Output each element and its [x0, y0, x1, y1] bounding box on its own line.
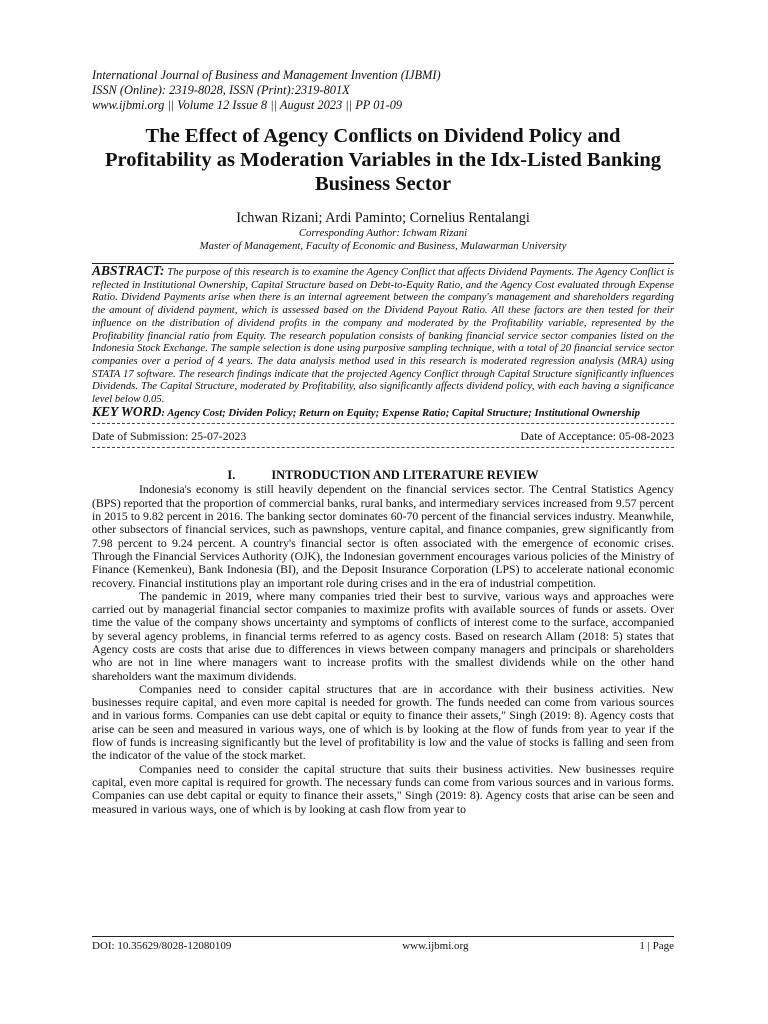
- author-list: Ichwan Rizani; Ardi Paminto; Cornelius Rentalangi: [236, 210, 530, 226]
- footer-site: www.ijbmi.org: [402, 940, 469, 952]
- footer-page-number: 1 | Page: [639, 940, 674, 952]
- paragraph-2: The pandemic in 2019, where many companies tried their best to survive, various ways and approaches were carried out by managerial financial sector companies to maximize profits with available sources of funds or assets. Over time the value of the company shows uncertainty and symptoms of conflicts of interest come to the surface, accompanied by several agency problems, in financial terms referred to as agency costs. Based on research Allam (2018: 5) states that Agency costs are costs that arise due to differences in views between company managers and principals or shareholders who are not in line where managers want to increase profits with the smallest dividends while on the other hand shareholders want the maximum dividends.: [92, 589, 674, 683]
- abstract-top-rule: [92, 263, 674, 264]
- body-text: [92, 483, 674, 815]
- acceptance-date: Date of Acceptance: 05-08-2023: [520, 429, 674, 444]
- paper-page: [92, 68, 674, 816]
- section-number: I.: [227, 468, 236, 483]
- keywords: [92, 403, 674, 420]
- journal-header: [92, 68, 674, 113]
- paper-title: The Effect of Agency Conflicts on Dividend Policy and Profitability as Moderation Variables in the Idx-Listed Banking Business Sector: [104, 125, 662, 195]
- section-title: INTRODUCTION AND LITERATURE REVIEW: [271, 468, 539, 483]
- abstract-text: The purpose of this research is to examine the Agency Conflict that affects Dividend Payments. The Agency Conflict is reflected in Institutional Ownership, Capital Structure based on Debt-to-Equity Ratio, and the Agency Cost evaluated through Expense Ratio. Dividend Payments arise when there is an internal agreement between the company's management and shareholders regarding the amount of dividend payment, which is assessed based on the Dividend Payout Ratio. All these factors are then tested for their influence on the distribution of dividend profits in the company and moderated by the Profitability variable, represented by the Profitability financial ratio from Equity. The research population consists of banking financial service sector companies listed on the Indonesia Stock Exchange. The sample selection is done using purposive sampling technique, with a total of 20 financial service sector companies over a period of 4 years. The data analysis method used in this research is moderated regression analysis (MRA) using STATA 17 software. The research findings indicate that the projected Agency Conflict through Capital Structure significantly influences Dividends. The Capital Structure, moderated by Profitability, also significantly affects dividend policy, with each having a significance level below 0.05.: [92, 266, 675, 406]
- page-footer: [92, 936, 674, 952]
- paragraph-4: Companies need to consider the capital structure that suits their business activities. New businesses require capital, even more capital is required for growth. The necessary funds can come from various sources and in various forms. Companies can use debt capital or equity to finance their assets," Singh (2019: 8). Agency costs that arise can be seen and measured in various ways, one of which is by looking at cash flow from year to: [92, 762, 674, 816]
- journal-name: International Journal of Business and Management Invention (IJBMI): [92, 68, 441, 82]
- paragraph-3: Companies need to consider capital structures that are in accordance with their business activities. New businesses require capital, and even more capital is needed for growth. The funds needed can come from various sources and in various forms. Companies can use debt capital or equity to finance their assets," Singh (2019: 8). Agency costs that arise can be seen and measured in various ways, one of which is by looking at the flow of funds from year to year if the flow of funds is increasing significantly but the level of profitability is low and the value of stocks is falling and seen from the indicator of the value of the stock market.: [92, 682, 674, 763]
- corresponding-author: Corresponding Author: Ichwam Rizani: [298, 227, 468, 239]
- affiliation: Master of Management, Faculty of Economic and Business, Mulawarman University: [199, 240, 567, 252]
- footer-doi: DOI: 10.35629/8028-12080109: [92, 940, 232, 952]
- submission-date: Date of Submission: 25-07-2023: [92, 429, 247, 444]
- divider-dashed-bottom: [92, 447, 674, 448]
- paragraph-1: Indonesia's economy is still heavily dependent on the financial services sector. The Central Statistics Agency (BPS) reported that the proportion of commercial banks, rural banks, and intermediary services increased from 9.57 percent in 2015 to 9.82 percent in 2016. The banking sector dominates 60-70 percent of the financial services industry. Meanwhile, other subsectors of financial services, such as pawnshops, venture capital, and finance companies, grew significantly from 7.98 percent to 9.24 percent. A country's financial sector is often associated with the emergence of economic crises. Through the Financial Services Authority (OJK), the Indonesian government encourages various policies of the Ministry of Finance (Kemenkeu), Bank Indonesia (BI), and the Deposit Insurance Corporation (LPS) to accelerate national economic recovery. Financial institutions play an important role during crises and in the era of industrial competition.: [92, 483, 674, 590]
- section-heading: [92, 468, 674, 483]
- dates-row: [92, 428, 674, 444]
- abstract-label: ABSTRACT:: [92, 263, 165, 278]
- journal-issue: www.ijbmi.org || Volume 12 Issue 8 || August 2023 || PP 01-09: [92, 98, 403, 112]
- divider-dashed-top: [92, 423, 674, 424]
- journal-issn: ISSN (Online): 2319-8028, ISSN (Print):2319-801X: [92, 83, 350, 97]
- keywords-text: : Agency Cost; Dividen Policy; Return on Equity; Expense Ratio; Capital Structure; Institutional Ownership: [161, 406, 640, 419]
- abstract: [92, 265, 674, 406]
- keywords-label: KEY WORD: [92, 403, 162, 419]
